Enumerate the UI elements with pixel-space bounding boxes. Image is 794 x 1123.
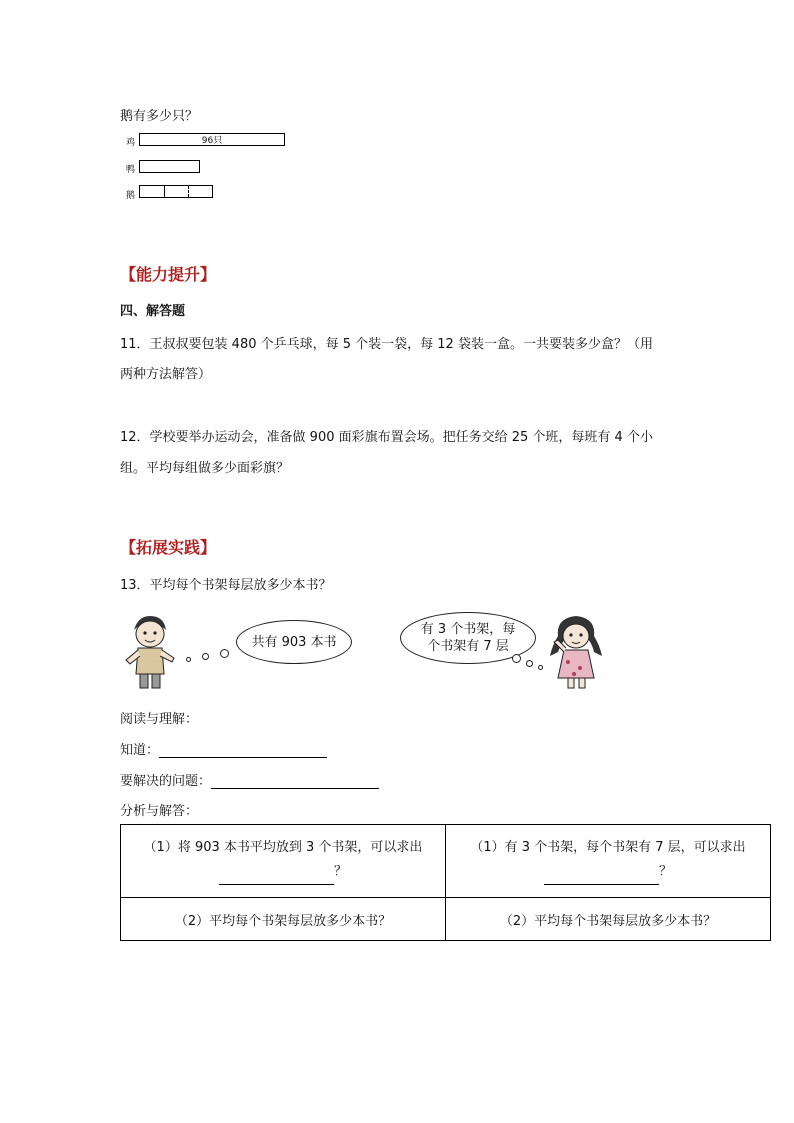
thought-dot bbox=[538, 665, 543, 670]
table-cell-left-bottom bbox=[121, 898, 446, 941]
bubble-boy-text: 共有 903 本书 bbox=[251, 634, 337, 650]
left-bottom-text: （2）平均每个书架每层放多少本书？ bbox=[174, 913, 392, 929]
section-title-ability: 【能力提升】 bbox=[120, 265, 217, 284]
table-cell-right-bottom bbox=[446, 898, 771, 941]
question-12-line1: 12．学校要举办运动会，准备做 900 面彩旗布置会场。把任务交给 25 个班，每班有 4 个小 bbox=[120, 430, 653, 445]
right-top-blank[interactable] bbox=[544, 870, 659, 885]
left-top-answer-row bbox=[121, 859, 445, 885]
boy-illustration bbox=[120, 612, 180, 692]
bubble-girl-line1: 有 3 个书架，每 bbox=[420, 622, 516, 637]
chicken-bar bbox=[139, 133, 285, 146]
solve-blank[interactable] bbox=[211, 776, 379, 789]
solve-label: 要解决的问题： bbox=[120, 774, 212, 789]
goose-segment-divider bbox=[188, 186, 189, 197]
heading-four: 四、解答题 bbox=[120, 304, 186, 319]
know-blank[interactable] bbox=[159, 745, 327, 758]
thought-dot bbox=[526, 660, 533, 667]
read-understand-label: 阅读与理解： bbox=[120, 712, 199, 727]
duck-label: 鸭 bbox=[126, 165, 136, 175]
question-goose: 鹅有多少只？ bbox=[120, 109, 199, 124]
speech-bubble-boy bbox=[236, 620, 352, 664]
analyze-label: 分析与解答： bbox=[120, 804, 199, 819]
right-bottom-text: （2）平均每个书架每层放多少本书？ bbox=[499, 913, 717, 929]
bubble-girl-line2: 个书架有 7 层 bbox=[427, 639, 509, 654]
table-cell-left-top bbox=[121, 825, 446, 898]
thought-dot bbox=[186, 657, 191, 662]
right-top-text: （1）有 3 个书架，每个书架有 7 层，可以求出 bbox=[470, 840, 746, 855]
right-top-answer-row bbox=[446, 859, 770, 885]
question-12-line2: 组。平均每组做多少面彩旗？ bbox=[120, 461, 290, 476]
thought-dot bbox=[202, 653, 209, 660]
goose-label: 鹅 bbox=[126, 191, 136, 201]
segment-diagram bbox=[120, 133, 300, 203]
left-top-text: （1）将 903 本书平均放到 3 个书架，可以求出 bbox=[143, 840, 423, 855]
duck-bar bbox=[139, 160, 200, 173]
left-top-blank[interactable] bbox=[219, 870, 334, 885]
know-label: 知道： bbox=[120, 743, 160, 758]
answer-table bbox=[120, 824, 771, 941]
question-13: 13．平均每个书架每层放多少本书？ bbox=[120, 578, 332, 593]
solve-row bbox=[120, 770, 379, 789]
goose-segment-divider bbox=[164, 186, 165, 197]
question-11-line2: 两种方法解答） bbox=[120, 367, 212, 382]
chicken-label: 鸡 bbox=[126, 138, 136, 148]
know-row bbox=[120, 739, 327, 758]
thought-dot bbox=[220, 649, 229, 658]
thought-dot bbox=[512, 654, 521, 663]
goose-bar bbox=[139, 185, 213, 198]
chicken-value: 96只 bbox=[201, 136, 223, 146]
table-cell-right-top bbox=[446, 825, 771, 898]
left-top-qmark: ？ bbox=[333, 864, 347, 879]
section-title-practice: 【拓展实践】 bbox=[120, 538, 217, 557]
right-top-qmark: ？ bbox=[658, 864, 672, 879]
question-11-line1: 11．王叔叔要包装 480 个乒乓球，每 5 个装一袋，每 12 袋装一盒。一共要装多少盒？（用 bbox=[120, 337, 653, 352]
girl-illustration bbox=[546, 612, 608, 690]
